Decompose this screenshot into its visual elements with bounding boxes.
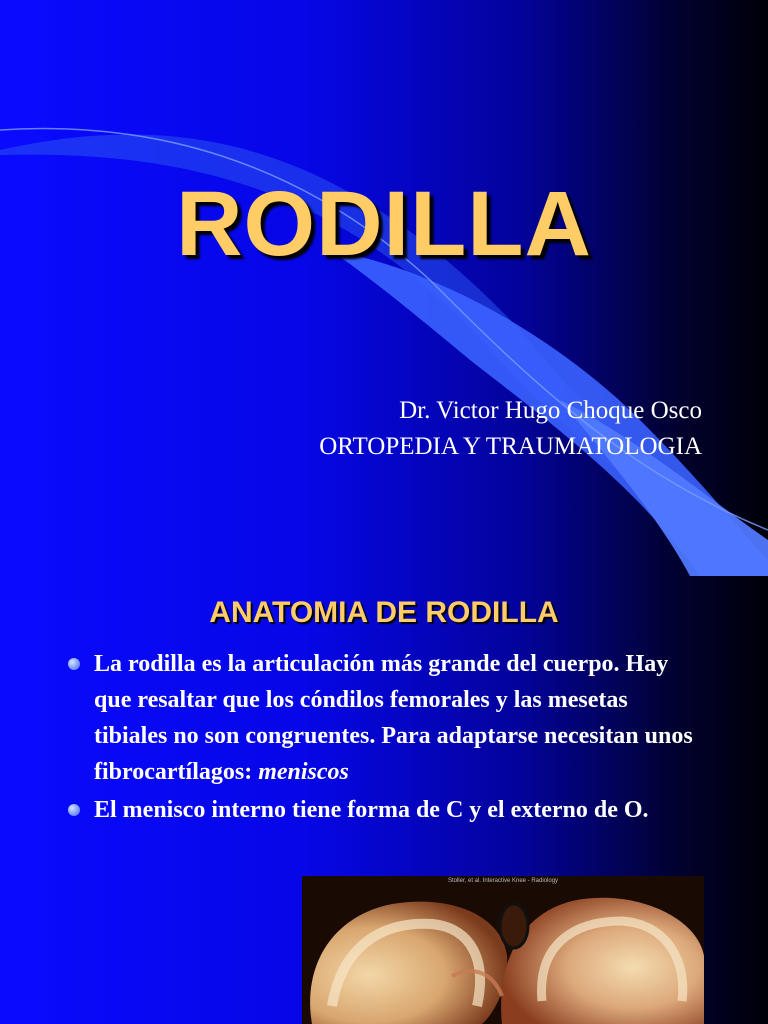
bullet-2-text: El menisco interno tiene forma de C y el externo de O. [94,797,649,823]
presentation-title: RODILLA [176,173,592,275]
photo-credit: Stoller, et al. Interactive Knee - Radiology [447,878,559,884]
bullet-item-1 [62,646,704,790]
bullet-1-text: La rodilla es la articulación más grande del cuerpo. Hay que resaltar que los cóndilos femorales y las mesetas tibiales no son congruentes. Para adaptarse necesitan unos fibrocartílagos: [94,651,693,785]
author-block [319,393,702,466]
bullet-dot-icon [68,658,80,670]
author-name: Dr. Victor Hugo Choque Osco [399,397,702,424]
anatomy-slide [0,576,768,1024]
meniscus-illustration [302,876,704,1024]
bullet-item-2 [62,792,704,828]
bullet-list [62,646,704,830]
bullet-1-emphasis: meniscos [258,759,349,785]
meniscus-photo [302,876,704,1024]
author-specialty: ORTOPEDIA Y TRAUMATOLOGIA [319,433,702,461]
slide-title: ANATOMIA DE RODILLA [209,596,559,629]
bullet-dot-icon [68,804,80,816]
